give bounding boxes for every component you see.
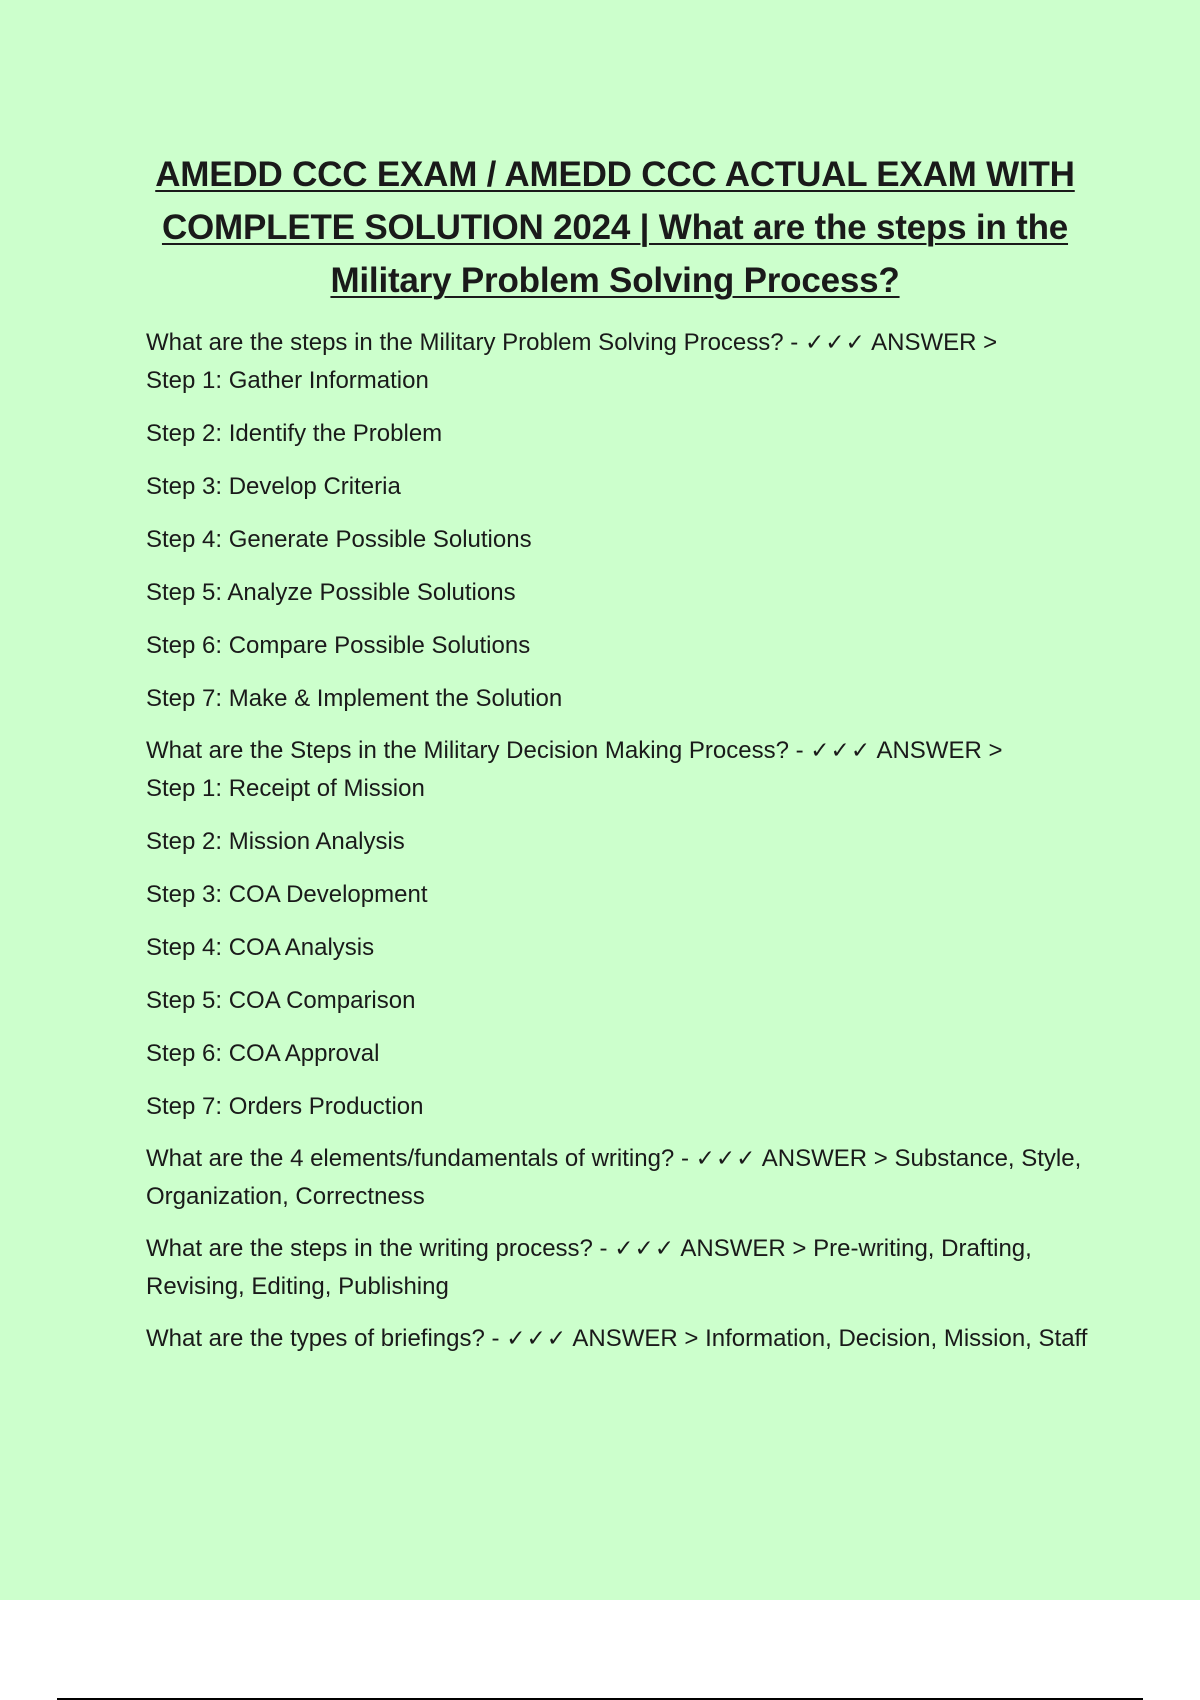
question-text: What are the Steps in the Military Decision Making Process? -: [146, 737, 804, 764]
qa-item-briefing-types: [146, 1320, 1096, 1358]
qa-item-writing-elements: [146, 1140, 1096, 1215]
answer-marker: ANSWER >: [680, 1235, 807, 1262]
answer-marker: ANSWER >: [761, 1145, 888, 1172]
question-text: What are the types of briefings? -: [146, 1325, 500, 1352]
step-item: Step 7: Orders Production: [146, 1093, 424, 1120]
question-text: What are the 4 elements/fundamentals of writing? -: [146, 1145, 689, 1172]
step-item: Step 6: Compare Possible Solutions: [146, 632, 531, 659]
qa-question: [146, 732, 1096, 807]
answer-text: Pre-writing, Drafting, Revising, Editing, Publishing: [146, 1235, 1032, 1300]
check-marks-icon: ✓✓✓: [810, 738, 872, 764]
question-text: What are the steps in the Military Problem Solving Process? -: [146, 329, 799, 356]
check-marks-icon: ✓✓✓: [804, 330, 866, 356]
answer-first-line: Step 1: Gather Information: [146, 367, 429, 394]
check-marks-icon: ✓✓✓: [614, 1236, 676, 1262]
question-text: What are the steps in the writing process? -: [146, 1235, 608, 1262]
answer-first-line: Step 1: Receipt of Mission: [146, 775, 425, 802]
check-marks-icon: ✓✓✓: [695, 1146, 757, 1172]
document-title: AMEDD CCC EXAM / AMEDD CCC ACTUAL EXAM WITH COMPLETE SOLUTION 2024 | What are the steps in the Military Problem Solving Process?: [155, 155, 1075, 300]
step-item: Step 4: Generate Possible Solutions: [146, 526, 532, 553]
step-item: Step 5: Analyze Possible Solutions: [146, 579, 516, 606]
qa-question: [146, 324, 1096, 399]
qa-item-writing-process: [146, 1230, 1096, 1305]
step-item: Step 5: COA Comparison: [146, 987, 416, 1014]
qa-item-problem-solving: [146, 324, 1096, 717]
check-marks-icon: ✓✓✓: [506, 1326, 568, 1352]
answer-marker: ANSWER >: [572, 1325, 699, 1352]
step-item: Step 6: COA Approval: [146, 1040, 380, 1067]
step-item: Step 7: Make & Implement the Solution: [146, 685, 563, 712]
answer-text: Information, Decision, Mission, Staff: [705, 1325, 1088, 1352]
step-item: Step 4: COA Analysis: [146, 934, 375, 961]
answer-marker: ANSWER >: [871, 329, 998, 356]
step-item: Step 3: COA Development: [146, 881, 428, 908]
step-item: Step 2: Mission Analysis: [146, 828, 405, 855]
qa-item-decision-making: [146, 732, 1096, 1125]
step-item: Step 3: Develop Criteria: [146, 473, 401, 500]
document-body: [146, 324, 1096, 1358]
answer-text: Substance, Style, Organization, Correctness: [146, 1145, 1082, 1210]
step-item: Step 2: Identify the Problem: [146, 420, 443, 447]
answer-marker: ANSWER >: [876, 737, 1003, 764]
